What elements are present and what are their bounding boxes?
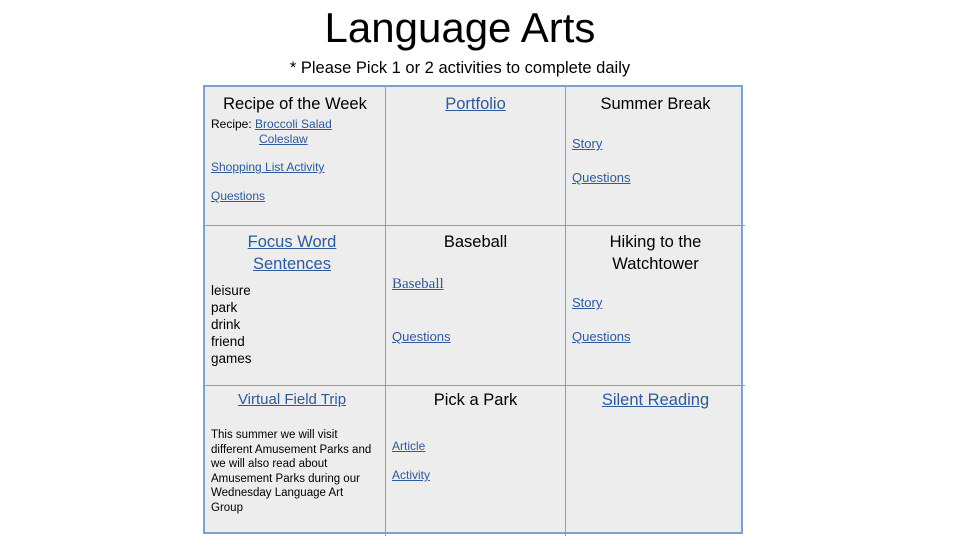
- focus-word-line1: Focus Word: [247, 233, 337, 251]
- portfolio-link[interactable]: Portfolio: [445, 95, 506, 113]
- pick-a-park-activity-link[interactable]: Activity: [392, 468, 431, 482]
- broccoli-salad-link[interactable]: Broccoli Salad: [255, 117, 332, 131]
- silent-reading-link[interactable]: Silent Reading: [601, 391, 710, 409]
- focus-word-list: [211, 282, 252, 367]
- portfolio-heading-wrap: [386, 93, 565, 115]
- hiking-heading-line1: Hiking to the: [609, 233, 702, 251]
- page-subtitle: * Please Pick 1 or 2 activities to complete daily: [289, 59, 631, 77]
- focus-word-sentences-link[interactable]: [248, 233, 337, 273]
- cell-recipe-of-the-week: [205, 87, 386, 226]
- cell-virtual-field-trip: [205, 386, 386, 536]
- pick-a-park-article-link[interactable]: Article: [392, 439, 426, 453]
- recipe-line: [211, 117, 332, 131]
- recipe-label: Recipe:: [211, 117, 256, 131]
- cell-pick-a-park: [386, 386, 566, 536]
- hiking-story-link[interactable]: Story: [572, 295, 603, 310]
- focus-word: games: [211, 351, 252, 366]
- recipe-heading: Recipe of the Week: [223, 95, 367, 113]
- focus-word: park: [211, 300, 238, 315]
- coleslaw-link[interactable]: Coleslaw: [259, 132, 308, 146]
- baseball-questions-link[interactable]: Questions: [392, 329, 451, 344]
- hiking-questions-link[interactable]: Questions: [572, 329, 631, 344]
- field-trip-description: This summer we will visit different Amusement Parks and we will also read about Amusement Parks during our Wednesday Language Art Group: [211, 429, 372, 514]
- hiking-heading-line2: Watchtower: [612, 255, 699, 273]
- virtual-field-trip-link[interactable]: Virtual Field Trip: [237, 391, 347, 408]
- focus-word: friend: [211, 334, 245, 349]
- hiking-heading: [566, 231, 745, 275]
- focus-word-heading: [205, 231, 385, 275]
- cell-summer-break: [566, 87, 745, 226]
- pick-a-park-heading: Pick a Park: [433, 391, 518, 409]
- cell-portfolio: [386, 87, 566, 226]
- cell-baseball: [386, 226, 566, 386]
- focus-word: leisure: [211, 283, 251, 298]
- focus-word: drink: [211, 317, 241, 332]
- summer-break-heading: Summer Break: [600, 95, 711, 113]
- focus-word-line2: Sentences: [253, 255, 331, 273]
- recipe-questions-link[interactable]: Questions: [211, 189, 266, 203]
- summer-break-questions-link[interactable]: Questions: [572, 170, 631, 185]
- page-title: Language Arts: [324, 4, 596, 51]
- cell-focus-word-sentences: [205, 226, 386, 386]
- field-trip-heading: [205, 389, 385, 411]
- shopping-list-activity-link[interactable]: Shopping List Activity: [211, 160, 325, 174]
- activity-grid: [203, 85, 743, 534]
- baseball-link[interactable]: Baseball: [392, 276, 444, 292]
- silent-reading-heading: [566, 389, 745, 411]
- summer-break-story-link[interactable]: Story: [572, 136, 603, 151]
- cell-hiking-watchtower: [566, 226, 745, 386]
- baseball-heading: Baseball: [443, 233, 508, 251]
- cell-silent-reading: [566, 386, 745, 536]
